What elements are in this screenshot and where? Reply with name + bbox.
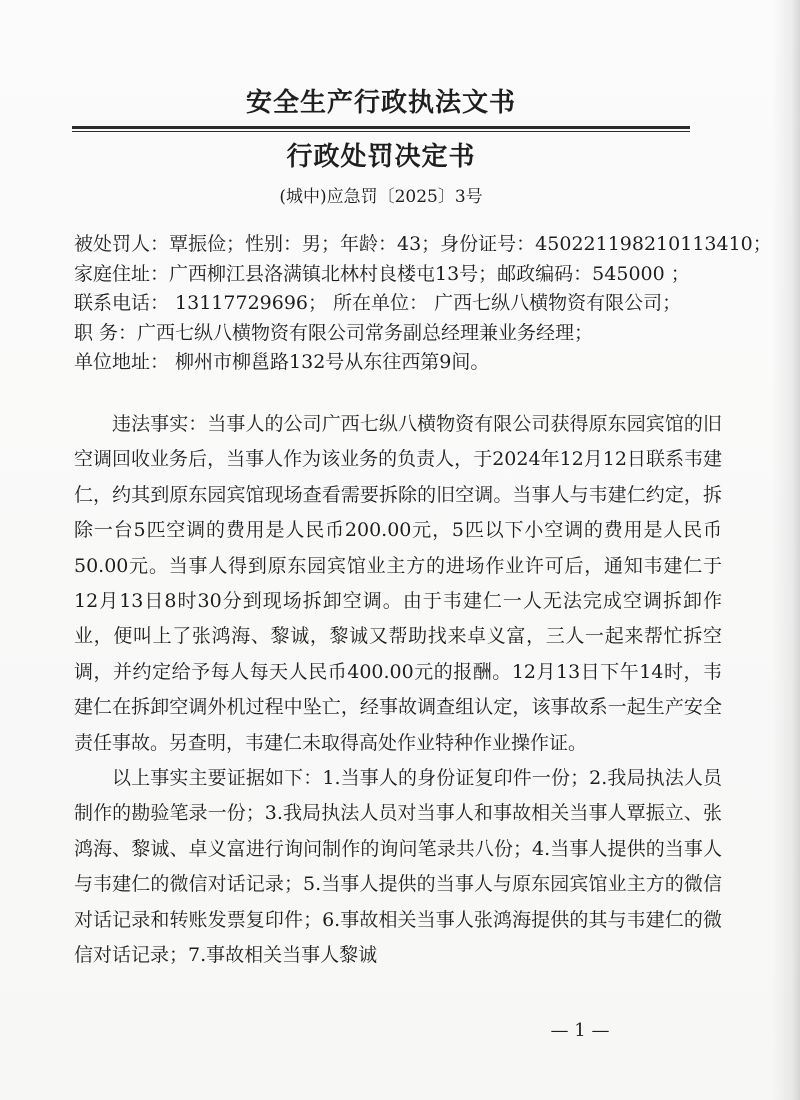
document-body [74,407,722,974]
party-info-line: 单位地址： 柳州市柳邕路132号从东往西第9间。 [74,351,490,373]
violation-facts-paragraph: 违法事实：当事人的公司广西七纵八横物资有限公司获得原东园宾馆的旧空调回收业务后，当事人作为该业务的负责人，于2024年12月12日联系韦建仁，约其到原东园宾馆现场查看需要拆除的旧空调。当事人与韦建仁约定，拆除一台5匹空调的费用是人民币200.00元，5匹以下小空调的费用是人民币50.00元。当事人得到原东园宾馆业主方的进场作业许可后，通知韦建仁于12月13日8时30分到现场拆卸空调。由于韦建仁一人无法完成空调拆卸作业，便叫上了张鸿海、黎诚，黎诚又帮助找来卓义富，三人一起来帮忙拆空调，并约定给予每人每天人民币400.00元的报酬。12月13日下午14时，韦建仁在拆卸空调外机过程中坠亡，经事故调查组认定，该事故系一起生产安全责任事故。另查明，韦建仁未取得高处作业特种作业操作证。 [74,413,722,754]
party-info-line: 职 务：广西七纵八横物资有限公司常务副总经理兼业务经理； [74,321,594,344]
party-info-line: 家庭住址：广西柳江县洛满镇北林村良楼屯13号；邮政编码：545000 ； [74,262,690,285]
party-info-line: 联系电话： 13117729696； 所在单位： 广西七纵八横物资有限公司； [74,292,682,314]
party-info [74,230,772,378]
header-rule-thin [72,131,690,132]
party-info-line: 被处罚人：覃振俭；性别：男；年龄：43；身份证号：450221198210113410； [74,233,772,255]
header-title: 安全生产行政执法文书 [245,88,516,118]
evidence-paragraph: 以上事实主要证据如下：1.当事人的身份证复印件一份；2.我局执法人员制作的勘验笔录一份；3.我局执法人员对当事人和事故相关当事人覃振立、张鸿海、黎诚、卓义富进行询问制作的询问笔录共八份；4.当事人提供的当事人与韦建仁的微信对话记录；5.当事人提供的当事人与原东园宾馆业主方的微信对话记录和转账发票复印件；6.事故相关当事人张鸿海提供的其与韦建仁的微信对话记录；7.事故相关当事人黎诚 [74,767,722,967]
page-edge-shadow [772,0,800,1100]
document-subtitle: 行政处罚决定书 [286,142,476,172]
document-number: (城中)应急罚〔2025〕3号 [279,187,483,207]
document-header [72,84,690,210]
page-number: — 1 — [550,1020,610,1041]
header-rule-thick [72,126,690,129]
